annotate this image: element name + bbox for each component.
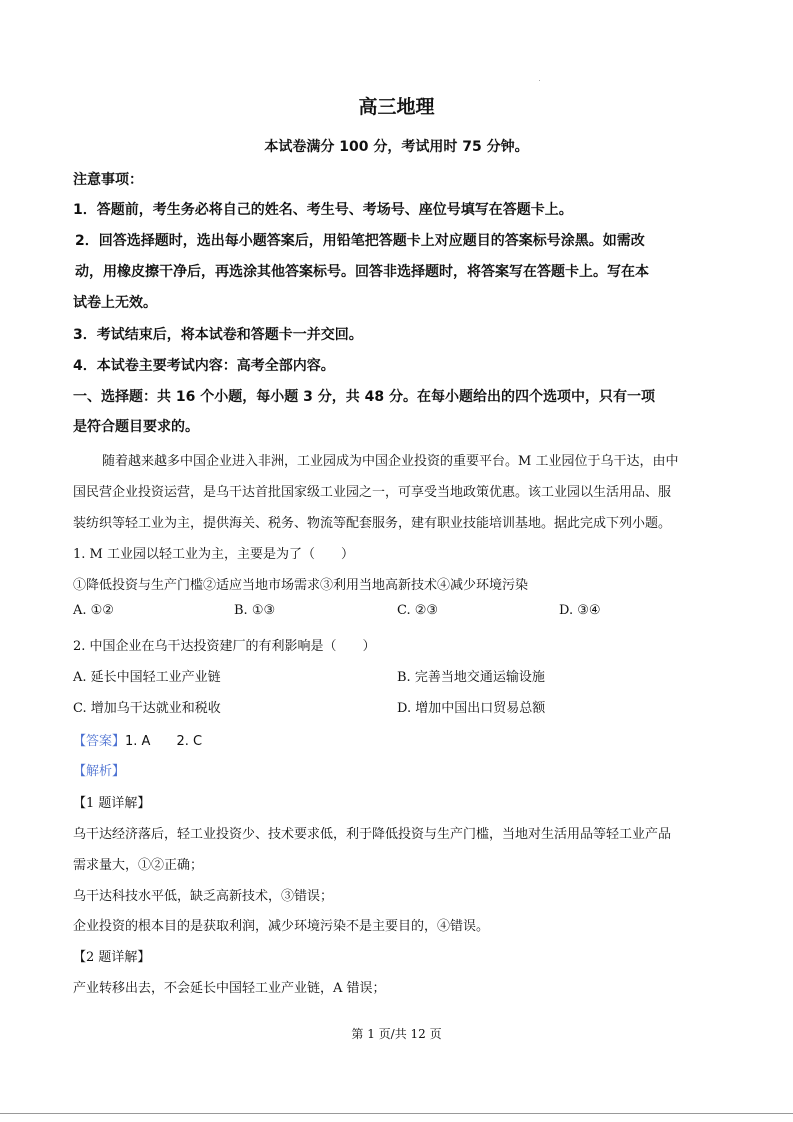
answer-row bbox=[73, 730, 202, 749]
page-number: 第 1 页/共 12 页 bbox=[351, 1027, 442, 1041]
page-title: 高三地理 bbox=[358, 96, 435, 118]
detail-1-line-3: 乌干达科技水平低，缺乏高新技术，③错误； bbox=[73, 889, 334, 904]
question-1-option-d: D. ③④ bbox=[559, 603, 601, 618]
question-2-option-a: A. 延长中国轻工业产业链 bbox=[73, 670, 221, 685]
question-1-statements: ①降低投资与生产门槛②适应当地市场需求③利用当地高新技术④减少环境污染 bbox=[73, 578, 529, 593]
question-1-stem: 1. M 工业园以轻工业为主，主要是为了（ ） bbox=[73, 547, 354, 562]
note-4: 4．本试卷主要考试内容：高考全部内容。 bbox=[73, 358, 335, 374]
analysis-label: 【解析】 bbox=[73, 764, 126, 779]
note-1: 1．答题前，考生务必将自己的姓名、考生号、考场号、座位号填写在答题卡上。 bbox=[73, 202, 573, 218]
answer-label: 【答案】 bbox=[73, 734, 126, 749]
question-1-option-a: A. ①② bbox=[73, 603, 114, 618]
note-3: 3．考试结束后，将本试卷和答题卡一并交回。 bbox=[73, 327, 363, 343]
note-2-line-3: 试卷上无效。 bbox=[73, 295, 157, 311]
question-1-option-b: B. ①③ bbox=[234, 603, 276, 618]
detail-1-line-2: 需求量大，①②正确； bbox=[73, 858, 204, 873]
answer-text: 1. A 2. C bbox=[125, 734, 203, 749]
detail-1-line-4: 企业投资的根本目的是获取利润，减少环境污染不是主要目的，④错误。 bbox=[73, 919, 490, 934]
exam-info: 本试卷满分 100 分，考试用时 75 分钟。 bbox=[264, 139, 529, 155]
section-heading-line-2: 是符合题目要求的。 bbox=[73, 419, 199, 435]
passage-line-1: 随着越来越多中国企业进入非洲，工业园成为中国企业投资的重要平台。M 工业园位于乌干达，由中 bbox=[102, 454, 679, 469]
note-2-line-2: 动，用橡皮擦干净后，再选涂其他答案标号。回答非选择题时，将答案写在答题卡上。写在本 bbox=[75, 264, 649, 280]
note-2-line-1: 2．回答选择题时，选出每小题答案后，用铅笔把答题卡上对应题目的答案标号涂黑。如需改 bbox=[75, 233, 645, 249]
question-2-stem: 2. 中国企业在乌干达投资建厂的有利影响是（ ） bbox=[73, 639, 376, 654]
detail-2-heading: 【2 题详解】 bbox=[73, 950, 151, 965]
question-2-option-c: C. 增加乌干达就业和税收 bbox=[73, 701, 221, 716]
detail-1-heading: 【1 题详解】 bbox=[73, 796, 151, 811]
detail-2-line-1: 产业转移出去，不会延长中国轻工业产业链，A 错误； bbox=[73, 981, 386, 996]
question-1-option-c: C. ②③ bbox=[397, 603, 439, 618]
section-heading-line-1: 一、选择题：共 16 个小题，每小题 3 分，共 48 分。在每小题给出的四个选项中，只有一项 bbox=[73, 389, 655, 405]
page-bottom-rule bbox=[0, 1113, 793, 1114]
notes-heading: 注意事项： bbox=[73, 172, 143, 188]
scan-speck bbox=[539, 80, 540, 81]
detail-1-line-1: 乌干达经济落后，轻工业投资少、技术要求低，利于降低投资与生产门槛，当地对生活用品等轻工业产品 bbox=[73, 827, 672, 842]
question-2-option-b: B. 完善当地交通运输设施 bbox=[397, 670, 545, 685]
question-2-option-d: D. 增加中国出口贸易总额 bbox=[397, 701, 546, 716]
passage-line-2: 国民营企业投资运营，是乌干达首批国家级工业园之一，可享受当地政策优惠。该工业园以生活用品、服 bbox=[73, 485, 672, 500]
passage-line-3: 装纺织等轻工业为主，提供海关、税务、物流等配套服务，建有职业技能培训基地。据此完成下列小题。 bbox=[73, 516, 672, 531]
